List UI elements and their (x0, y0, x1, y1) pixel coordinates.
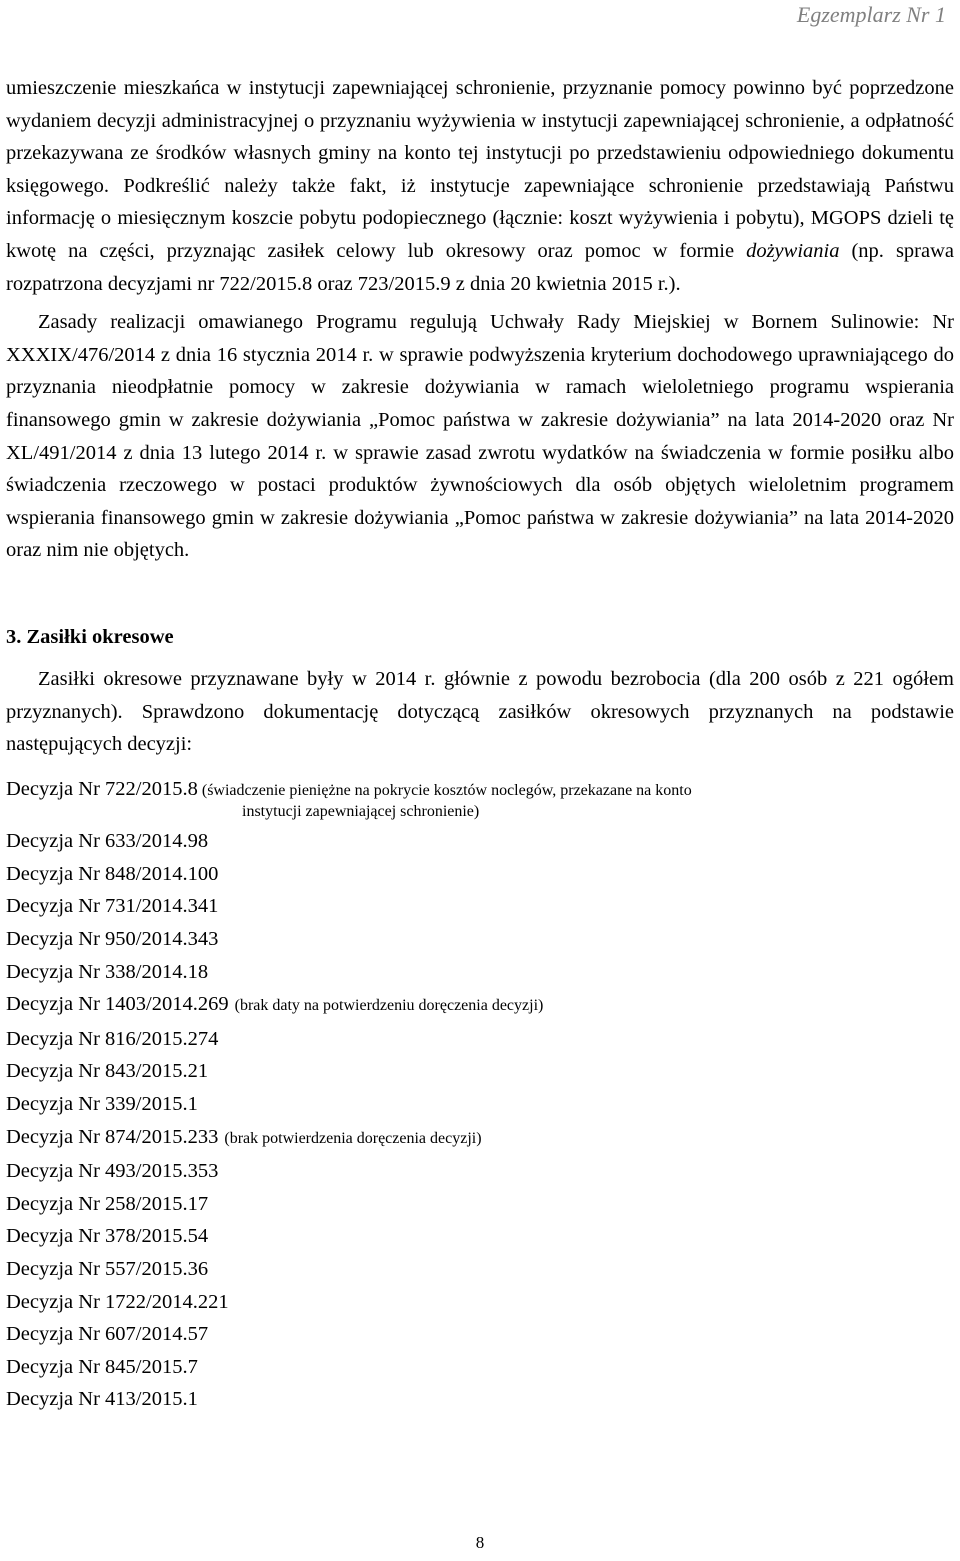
decision-label: Decyzja Nr 845/2015.7 (6, 1355, 198, 1378)
page-number: 8 (475, 1533, 485, 1552)
decision-note: (brak potwierdzenia doręczenia decyzji) (224, 1129, 482, 1147)
decision-label: Decyzja Nr 843/2015.21 (6, 1060, 209, 1083)
decision-item (6, 1023, 954, 1056)
decision-item (6, 1088, 954, 1121)
decision-label: Decyzja Nr 874/2015.233 (6, 1125, 219, 1148)
decision-item (6, 988, 954, 1023)
paragraph-text: umieszczenie mieszkańca w instytucji zapewniającej schronienie, przyznanie pomocy powinno być poprzedzone wydaniem decyzji administracyjnej o przyznaniu wyżywienia w instytucji zapewniającej schronienie, a odpłatność przekazywana ze środków własnych gminy na konto tej instytucji po przedstawieniu odpowiedniego dokumentu księgowego. Podkreślić należy także fakt, iż instytucje zapewniające schronienie przedstawiają Państwu informację o miesięcznym koszcie pobytu podopiecznego (łącznie: koszt wyżywienia i pobytu), MGOPS dzieli tę kwotę na części, przyznając zasiłek celowy lub okresowy oraz pomoc w formie (6, 77, 954, 262)
document-body (6, 72, 954, 1416)
decision-item (6, 1253, 954, 1286)
emphasis-dozywiania: dożywiania (746, 239, 840, 262)
decision-label: Decyzja Nr 950/2014.343 (6, 928, 219, 951)
decision-item (6, 773, 954, 824)
decision-label: Decyzja Nr 338/2014.18 (6, 960, 209, 983)
section-heading: 3. Zasiłki okresowe (6, 625, 174, 648)
decision-label: Decyzja Nr 848/2014.100 (6, 862, 219, 885)
decision-item (6, 1286, 954, 1319)
decision-note: (świadczenie pieniężne na pokrycie kosztów noclegów, przekazane na konto (201, 781, 692, 799)
decision-label: Decyzja Nr 493/2015.353 (6, 1160, 219, 1183)
decision-rows (6, 825, 954, 1416)
section-intro: Zasiłki okresowe przyznawane były w 2014 r. głównie z powodu bezrobocia (dla 200 osób z 221 ogółem przyznanych). Sprawdzono dokumentację dotyczącą zasiłków okresowych przyznanych na podstawie następujących decyzji: (6, 667, 954, 756)
decision-item (6, 890, 954, 923)
decision-item (6, 1155, 954, 1188)
decision-label: Decyzja Nr 1403/2014.269 (6, 993, 229, 1016)
decision-note-continuation: instytucji zapewniającej schronienie) (242, 803, 480, 821)
paragraph-program-rules: Zasady realizacji omawianego Programu regulują Uchwały Rady Miejskiej w Bornem Sulinowie: Nr XXXIX/476/2014 z dnia 16 stycznia 2014 r. w sprawie podwyższenia kryterium dochodowego uprawniającego do przyznania nieodpłatnie pomocy w zakresie dożywiania w ramach wieloletniego programu wspierania finansowego gmin w zakresie dożywiania „Pomoc państwa w zakresie dożywiania” na lata 2014-2020 oraz Nr XL/491/2014 z dnia 13 lutego 2014 r. w sprawie zasad zwrotu wydatków na świadczenia w formie posiłku albo świadczenia rzeczowego w postaci produktów żywnościowych dla osób objętych wieloletnim programem wspierania finansowego gmin w zakresie dożywiania „Pomoc państwa w zakresie dożywiania” na lata 2014-2020 oraz nim nie objętych. (6, 311, 954, 562)
decision-label: Decyzja Nr 722/2015.8 (6, 777, 198, 800)
decision-label: Decyzja Nr 258/2015.17 (6, 1192, 209, 1215)
decision-item (6, 825, 954, 858)
decision-label: Decyzja Nr 607/2014.57 (6, 1323, 209, 1346)
decision-item (6, 1351, 954, 1384)
decision-label: Decyzja Nr 557/2015.36 (6, 1258, 209, 1280)
decision-item (6, 1188, 954, 1221)
decision-label: Decyzja Nr 633/2014.98 (6, 830, 209, 853)
decision-item (6, 858, 954, 891)
decision-list (6, 773, 954, 1416)
decision-label: Decyzja Nr 378/2015.54 (6, 1225, 209, 1248)
decision-item (6, 923, 954, 956)
decision-label: Decyzja Nr 731/2014.341 (6, 895, 219, 918)
decision-item (6, 1121, 954, 1156)
paragraph-shelter-meals (6, 72, 954, 300)
decision-item (6, 1055, 954, 1088)
copy-number-header: Egzemplarz Nr 1 (796, 2, 946, 27)
decision-item (6, 1220, 954, 1253)
decision-label: Decyzja Nr 413/2015.1 (6, 1388, 198, 1411)
decision-item (6, 1318, 954, 1351)
paragraph-text-end: (np. sprawa rozpatrzona decyzjami nr 722/2015.8 oraz 723/2015.9 z dnia 20 kwietnia 2015 r.). (6, 239, 955, 295)
decision-label: Decyzja Nr 816/2015.274 (6, 1027, 219, 1050)
decision-label: Decyzja Nr 1722/2014.221 (6, 1290, 229, 1313)
decision-item (6, 1383, 954, 1416)
decision-item (6, 956, 954, 989)
decision-label: Decyzja Nr 339/2015.1 (6, 1093, 198, 1116)
decision-note: (brak daty na potwierdzeniu doręczenia decyzji) (234, 997, 544, 1015)
